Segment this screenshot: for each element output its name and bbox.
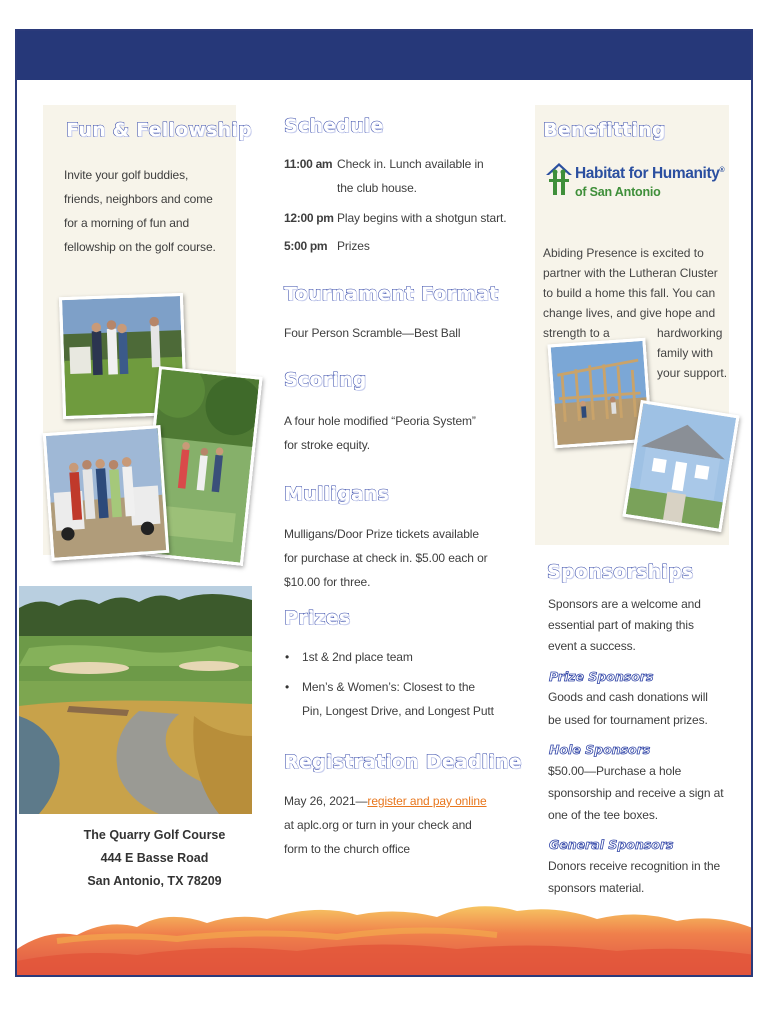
brochure-page [15,29,753,977]
hole-sponsors-heading: Hole Sponsors [549,742,651,757]
tournament-format-heading: Tournament Format [284,283,499,305]
course-city: San Antonio, TX 78209 [87,874,222,888]
schedule-desc-2: Play begins with a shotgun start. [337,211,507,225]
quarry-golf-course-photo [19,586,252,814]
general-sponsors-heading: General Sponsors [549,837,674,852]
header-bar [17,31,751,80]
watercolor-footer-splash [17,889,753,977]
habitat-logo [545,161,725,215]
mulligans-heading: Mulligans [284,483,390,505]
schedule-time-1: 11:00 am [284,157,333,171]
registration-rest: at aplc.org or turn in your check and form to the church office [284,818,472,856]
mulligans-text: Mulligans/Door Prize tickets available for purchase at check in. $5.00 each or $10.00 for three. [284,527,488,589]
finished-house-photo [622,400,739,532]
habitat-logo-text [575,165,724,183]
schedule-time-3: 5:00 pm [284,239,328,253]
scoring-heading: Scoring [284,369,367,391]
benefitting-text: Abiding Presence is excited to partner with the Lutheran Cluster to build a home this fall. You can change lives, and give hope and strength to a [543,246,718,340]
hole-sponsors-text: $50.00—Purchase a hole sponsorship and receive a sign at one of the tee boxes. [548,764,724,822]
registration-date: May 26, 2021— [284,794,368,808]
course-name: The Quarry Golf Course [83,828,226,842]
prizes-heading: Prizes [284,607,351,629]
benefitting-text-continued: hardworking family with your support. [657,326,728,380]
schedule-desc-3: Prizes [337,239,370,253]
fun-fellowship-text: Invite your golf buddies, friends, neighbors and come for a morning of fun and fellowship on the golf course. [64,168,216,254]
general-sponsors-text: Donors receive recognition in the sponsors material. [548,859,721,895]
fun-fellowship-heading: Fun & Fellowship [66,119,252,141]
schedule-heading: Schedule [284,115,384,137]
sponsorships-heading: Sponsorships [547,561,694,583]
sponsorships-intro: Sponsors are a welcome and essential part of making this event a success. [548,597,701,653]
registration-text [284,789,489,861]
schedule-desc-1: Check in. Lunch available in the club house. [337,157,484,195]
register-online-link[interactable]: register and pay online [367,794,487,808]
golf-group-photo [43,425,170,561]
schedule-time-2: 12:00 pm [284,211,334,225]
course-street: 444 E Basse Road [100,851,209,865]
prize-item-1: • 1st & 2nd place team [284,645,494,669]
tournament-format-text: Four Person Scramble—Best Ball [284,326,461,340]
habitat-logo-subtitle: of San Antonio [575,185,661,199]
prizes-list [284,645,494,729]
benefitting-heading: Benefitting [543,119,666,141]
prize-sponsors-heading: Prize Sponsors [549,669,654,684]
prize-item-2: • Men’s & Women’s: Closest to the Pin, Longest Drive, and Longest Putt [284,675,494,723]
course-address [57,824,252,893]
registered-mark: ® [719,166,725,174]
registration-deadline-heading: Registration Deadline [284,751,522,773]
habitat-logo-name: Habitat for Humanity [575,165,720,182]
prize-sponsors-text: Goods and cash donations will be used for tournament prizes. [548,690,708,727]
scoring-text: A four hole modified “Peoria System” for stroke equity. [284,414,476,452]
habitat-house-icon [545,161,573,195]
